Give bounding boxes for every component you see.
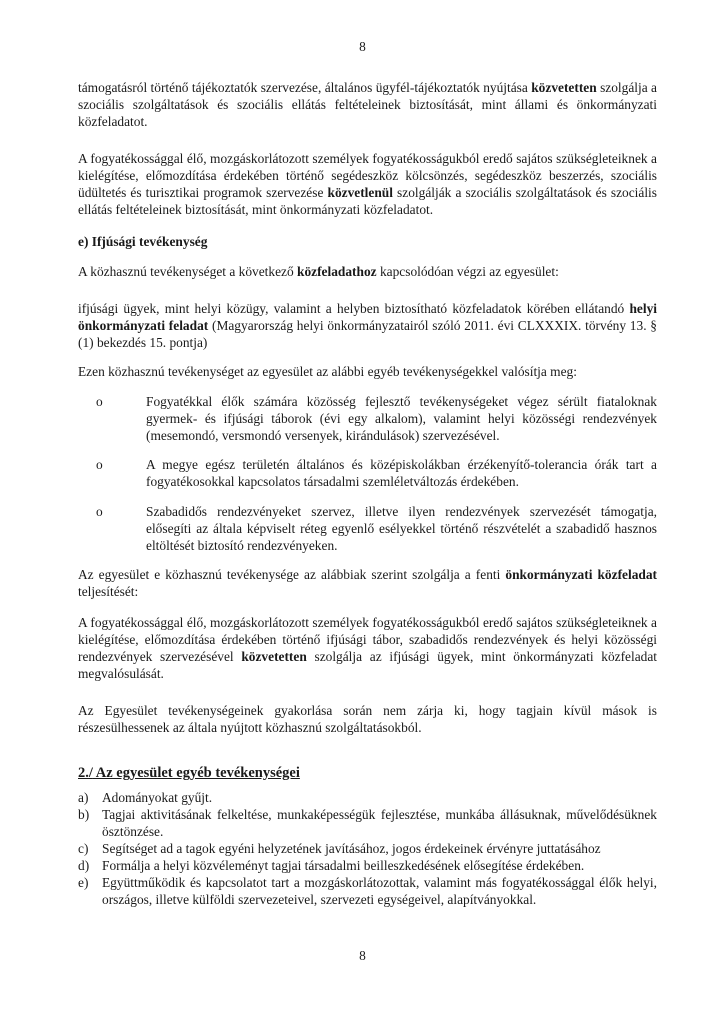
section-number: 2./ bbox=[78, 765, 93, 781]
list-label: c) bbox=[78, 841, 89, 856]
bold-term: közfeladathoz bbox=[297, 264, 377, 279]
list-item-e: e) Együttműködik és kapcsolatot tart a mozgáskorlátozottak, valamint más fogyatékossággal élők helyi, országos, illetve külföldi szervezeteivel, szervezeti egységeivel, alapítványokkal. bbox=[78, 875, 657, 907]
section-heading-e: e) Ifjúsági tevékenység bbox=[78, 234, 208, 249]
paragraph-6: Az egyesület e közhasznú tevékenysége az alábbiak szerint szolgálja a fenti önkormányzati közfeladat teljesítését: bbox=[78, 567, 657, 599]
bullet-item-2: o A megye egész területén általános és középiskolákban érzékenyítő-tolerancia órák tart a fogyatékosokkal kapcsolatos társadalmi szemléletváltozás érdekében. bbox=[96, 457, 657, 489]
paragraph-2: A fogyatékossággal élő, mozgáskorlátozott személyek fogyatékosságukból eredő sajátos szükségleteiknek a kielégítése, előmozdítása érdekében történő segédeszköz kölcsönzés, segédeszköz beszerzés, szociális üdültetés és turisztikai programok szervezése közvetlenül szolgálják a szociális szolgáltatások és szociális ellátás feltételeinek biztosítását, mint önkormányzati közfeladatot. bbox=[78, 151, 657, 217]
bold-term: helyi önkormányzati feladat bbox=[78, 301, 657, 333]
list-label: d) bbox=[78, 858, 90, 873]
bullet-marker: o bbox=[96, 457, 103, 472]
list-item-b: b) Tagjai aktivitásának felkeltése, munkaképességük fejlesztése, munkába állásuknak, művelődésüknek ösztönzése. bbox=[78, 807, 657, 839]
page-number-bottom: 8 bbox=[359, 948, 366, 963]
paragraph-3: A közhasznú tevékenységet a következő közfeladathoz kapcsolódóan végzi az egyesület: bbox=[78, 264, 559, 279]
bold-term: közvetlenül bbox=[327, 185, 393, 200]
bullet-marker: o bbox=[96, 504, 103, 519]
bold-term: önkormányzati közfeladat bbox=[505, 567, 657, 582]
bullet-item-3: o Szabadidős rendezvényeket szervez, illetve ilyen rendezvények szervezését támogatja, elősegíti az általa képviselt réteg egyenlő esélyekkel történő részvételét a szabadidő hasznos eltöltését biztosító rendezvényeken. bbox=[96, 504, 657, 553]
paragraph-1: támogatásról történő tájékoztatók szervezése, általános ügyfél-tájékoztatók nyújtása közvetetten szolgálja a szociális szolgáltatások és szociális ellátás feltételeinek biztosítását, mint állami és önkormányzati közfeladatot. bbox=[78, 80, 658, 129]
list-item-c: c) Segítséget ad a tagok egyéni helyzetének javításához, jogos érdekeinek érvényre juttatásához bbox=[78, 841, 601, 856]
bullet-item-1: o Fogyatékkal élők számára közösség fejlesztő tevékenységeket végez sérült fiataloknak gyermek- és ifjúsági táborok (évi egy alkalom), valamint helyi közösségi rendezvények (mesemondó, versmondó versenyek, kirándulások) szervezésével. bbox=[96, 394, 657, 443]
section-title: Az egyesület egyéb tevékenységei bbox=[92, 765, 300, 781]
paragraph-8: Az Egyesület tevékenységeinek gyakorlása során nem zárja ki, hogy tagjain kívül mások is részesülhessenek az általa nyújtott közhasznú szolgáltatásokból. bbox=[78, 703, 657, 735]
list-label: b) bbox=[78, 807, 90, 822]
list-label: a) bbox=[78, 790, 89, 805]
section-heading-2 bbox=[78, 765, 300, 782]
list-item-d: d) Formálja a helyi közvéleményt tagjai társadalmi beilleszkedésének elősegítése érdekében. bbox=[78, 858, 585, 873]
paragraph-4: ifjúsági ügyek, mint helyi közügy, valamint a helyben biztosítható közfeladatok körében ellátandó helyi önkormányzati feladat (Magyarország helyi önkormányzatairól szóló 2011. évi CLXXXIX. törvény 13. § (1) bekezdés 15. pontja) bbox=[78, 301, 657, 350]
list-label: e) bbox=[78, 875, 89, 890]
paragraph-5: Ezen közhasznú tevékenységet az egyesület az alábbi egyéb tevékenységekkel valósítja meg: bbox=[78, 364, 577, 379]
bold-term: közvetetten bbox=[531, 80, 597, 95]
bold-term: közvetetten bbox=[241, 649, 307, 664]
bullet-marker: o bbox=[96, 394, 103, 409]
paragraph-7: A fogyatékossággal élő, mozgáskorlátozott személyek fogyatékosságukból eredő sajátos szükségleteiknek a kielégítése, előmozdítása érdekében történő ifjúsági tábor, szabadidős rendezvények és helyi közösségi rendezvények szervezésével közvetetten szolgálja az ifjúsági ügyek, mint önkormányzati közfeladat megvalósulását. bbox=[78, 615, 658, 681]
page-number-top: 8 bbox=[359, 39, 366, 54]
list-item-a: a) Adományokat gyűjt. bbox=[78, 790, 213, 805]
